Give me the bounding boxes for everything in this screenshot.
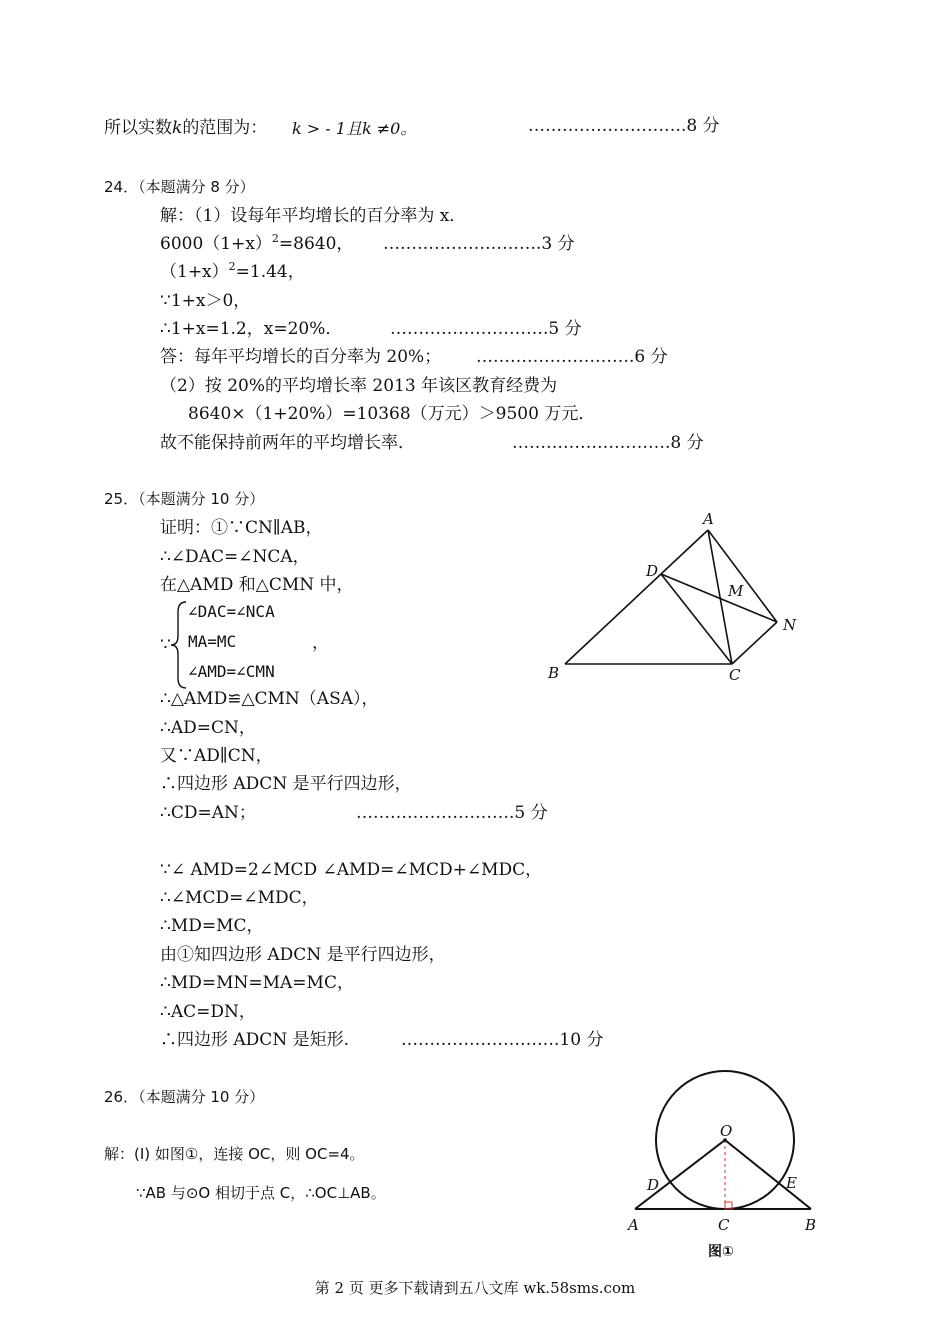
q24-line9: 故不能保持前两年的平均增长率． — [160, 433, 415, 453]
segment-dc — [661, 574, 732, 664]
q24-line7: （2）按 20%的平均增长率 2013 年该区教育经费为 — [160, 376, 558, 396]
circle-tangent-figure — [625, 1068, 840, 1268]
because-symbol: ∵ — [160, 635, 171, 655]
text: =8640， — [278, 234, 354, 254]
label-d: D — [646, 562, 659, 580]
q26-line2: ∵AB 与⊙O 相切于点 C，∴OC⊥AB。 — [136, 1184, 386, 1202]
figure-caption: 图① — [708, 1244, 734, 1260]
quadrilateral-figure — [540, 506, 810, 686]
page-footer: 第 2 页 更多下载请到五八文库 wk.58sms.com — [314, 1279, 636, 1297]
score-marker: ……………………….8 分 — [528, 116, 720, 136]
segment-bo — [725, 1140, 811, 1209]
q24-line3 — [160, 261, 305, 283]
text: 所以实数 — [104, 118, 172, 138]
segment-ao — [635, 1140, 725, 1209]
left-brace-icon — [160, 600, 190, 690]
q25-line12: 由①知四边形 ADCN 是平行四边形， — [160, 945, 446, 965]
q24-line5: ∴1+x=1.2，x=20%． — [160, 319, 343, 339]
q25-line14: ∴AC=DN， — [160, 1002, 256, 1022]
label-m: M — [728, 582, 744, 600]
q25-line10: ∴∠MCD=∠MDC， — [160, 888, 319, 908]
label-a: A — [628, 1216, 639, 1234]
q26-line1: 解：(I) 如图①，连接 OC，则 OC=4。 — [104, 1145, 365, 1163]
q25-line6: 又∵AD∥CN， — [160, 746, 273, 766]
q25-line1: 证明：①∵CN∥AB， — [160, 518, 323, 538]
score-marker: ……………………….10 分 — [401, 1030, 604, 1050]
score-marker: ……………………….8 分 — [512, 433, 704, 453]
q25-line9: ∵∠ AMD=2∠MCD ∠AMD=∠MCD+∠MDC， — [160, 860, 543, 880]
variable-k: k — [172, 118, 183, 138]
condition-angle-amd: ∠AMD=∠CMN — [188, 662, 275, 681]
q25-line11: ∴MD=MC， — [160, 916, 264, 936]
q24-line8: 8640×（1+20%）=10368（万元）＞9500 万元． — [188, 404, 596, 424]
k-range-condition: k > - 1且k ≠0。 — [292, 119, 417, 138]
q25-line3: 在△AMD 和△CMN 中， — [160, 575, 354, 595]
label-c: C — [729, 666, 741, 684]
text: 的范围为： — [182, 118, 268, 138]
label-o: O — [720, 1122, 733, 1140]
q25-line15: ∴四边形 ADCN 是矩形. — [160, 1030, 350, 1050]
q25-line7: ∴四边形 ADCN 是平行四边形， — [160, 774, 412, 794]
label-a: A — [703, 510, 714, 528]
segment-ba — [565, 530, 708, 664]
text: （1+x） — [160, 262, 229, 282]
score-marker: ……………………….5 分 — [390, 319, 582, 339]
congruence-conditions — [160, 600, 340, 690]
label-n: N — [783, 616, 797, 634]
segment-cn — [732, 622, 777, 664]
score-marker: ……………………….6 分 — [476, 347, 668, 367]
label-b: B — [548, 664, 560, 682]
label-d: D — [647, 1176, 660, 1194]
q24-header: 24．（本题满分 8 分） — [104, 178, 255, 196]
label-b: B — [805, 1216, 817, 1234]
q25-line4: ∴△AMD≌△CMN（ASA）， — [160, 689, 379, 709]
score-marker: ……………………….5 分 — [356, 803, 548, 823]
q25-line13: ∴MD=MN=MA=MC， — [160, 973, 354, 993]
condition-angle-dac: ∠DAC=∠NCA — [188, 602, 275, 621]
condition-ma-mc: MA=MC — [188, 632, 237, 651]
q25-header: 25．（本题满分 10 分） — [104, 490, 265, 508]
comma: ， — [312, 633, 329, 653]
text: 6000（1+x） — [160, 234, 272, 254]
q24-line4: ∵1+x＞0， — [160, 291, 251, 311]
exponent: 2 — [228, 260, 236, 273]
exponent: 2 — [271, 232, 279, 245]
q25-line5: ∴AD=CN， — [160, 718, 256, 738]
q26-header: 26．（本题满分 10 分） — [104, 1088, 265, 1106]
q25-line2: ∴∠DAC=∠NCA， — [160, 547, 310, 567]
q24-line6: 答：每年平均增长的百分率为 20%； — [160, 347, 442, 367]
text: =1.44， — [235, 262, 305, 282]
label-c: C — [718, 1216, 730, 1234]
q25-line8: ∴CD=AN； — [160, 803, 256, 823]
q24-line2 — [160, 233, 353, 255]
score-marker: ……………………….3 分 — [383, 234, 575, 254]
label-e: E — [786, 1174, 797, 1192]
k-range-line — [104, 117, 267, 139]
q24-line1: 解：（1）设每年平均增长的百分率为 x． — [160, 206, 467, 226]
